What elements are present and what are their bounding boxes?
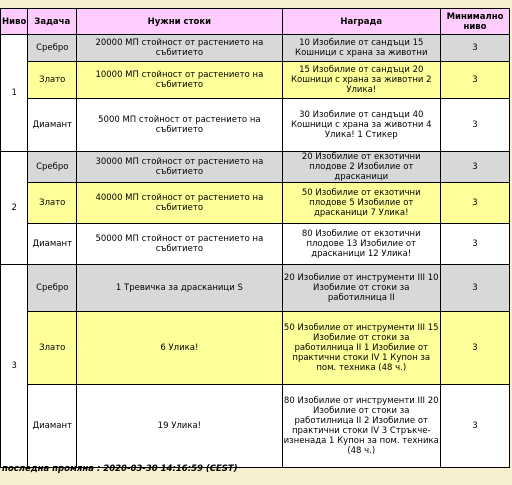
min-level-cell: 3	[441, 265, 509, 311]
min-level-cell: 3	[441, 183, 509, 223]
table-row	[1, 224, 509, 264]
task-cell: Сребро	[28, 265, 76, 311]
min-level-cell: 3	[441, 62, 509, 98]
reward-cell: 50 Изобилие от инструменти III 15 Изобилие от стоки за работилница II 1 Изобилие от практични стоки IV 1 Купон за пом. техника (48 ч.)	[283, 312, 441, 384]
task-cell: Диамант	[28, 224, 76, 264]
needs-cell: 19 Улика!	[77, 385, 281, 467]
needs-cell: 30000 МП стойност от растението на събитието	[77, 152, 281, 182]
min-level-cell: 3	[441, 152, 509, 182]
table-row	[1, 265, 509, 311]
reward-cell: 80 Изобилие от екзотични плодове 13 Изобилие от драсканици 12 Улика!	[283, 224, 441, 264]
header-row	[1, 9, 509, 34]
rewards-table	[0, 8, 510, 468]
level-cell: 3	[1, 265, 27, 467]
table-row	[1, 62, 509, 98]
table-row	[1, 152, 509, 182]
min-level-cell: 3	[441, 385, 509, 467]
needs-cell: 10000 МП стойност от растението на събитието	[77, 62, 281, 98]
min-level-cell: 3	[441, 99, 509, 151]
reward-cell: 10 Изобилие от сандъци 15 Кошници с храна за животни	[283, 35, 441, 61]
table-row	[1, 312, 509, 384]
reward-cell: 20 Изобилие от екзотични плодове 2 Изобилие от драсканици	[283, 152, 441, 182]
reward-cell: 15 Изобилие от сандъци 20 Кошници с храна за животни 2 Улика!	[283, 62, 441, 98]
reward-cell: 80 Изобилие от инструменти III 20 Изобилие от стоки за работилница II 2 Изобилие от практични стоки IV 3 Стръкче-изненада 1 Купон за пом. техника (48 ч.)	[283, 385, 441, 467]
needs-cell: 1 Тревичка за драсканици S	[77, 265, 281, 311]
last-modified-text: последна промяна : 2020-03-30 14:16:59 (CEST)	[2, 464, 238, 474]
table-row	[1, 183, 509, 223]
task-cell: Диамант	[28, 385, 76, 467]
needs-cell: 20000 МП стойност от растението на събитието	[77, 35, 281, 61]
min-level-cell: 3	[441, 35, 509, 61]
needs-cell: 50000 МП стойност от растението на събитието	[77, 224, 281, 264]
task-cell: Злато	[28, 312, 76, 384]
table-row	[1, 385, 509, 467]
header-reward: Награда	[283, 9, 441, 34]
level-cell: 1	[1, 35, 27, 151]
reward-cell: 30 Изобилие от сандъци 40 Кошници с храна за животни 4 Улика! 1 Стикер	[283, 99, 441, 151]
min-level-cell: 3	[441, 224, 509, 264]
header-level: Ниво	[1, 9, 27, 34]
level-cell: 2	[1, 152, 27, 264]
needs-cell: 6 Улика!	[77, 312, 281, 384]
reward-cell: 20 Изобилие от инструменти III 10 Изобилие от стоки за работилница II	[283, 265, 441, 311]
needs-cell: 5000 МП стойност от растението на събитието	[77, 99, 281, 151]
task-cell: Злато	[28, 183, 76, 223]
table-row	[1, 99, 509, 151]
header-needs: Нужни стоки	[77, 9, 281, 34]
task-cell: Диамант	[28, 99, 76, 151]
table-row	[1, 35, 509, 61]
header-min-level: Минимално ниво	[441, 9, 509, 34]
header-task: Задача	[28, 9, 76, 34]
reward-cell: 50 Изобилие от екзотични плодове 5 Изобилие от драсканици 7 Улика!	[283, 183, 441, 223]
task-cell: Сребро	[28, 35, 76, 61]
needs-cell: 40000 МП стойност от растението на събитието	[77, 183, 281, 223]
task-cell: Сребро	[28, 152, 76, 182]
task-cell: Злато	[28, 62, 76, 98]
min-level-cell: 3	[441, 312, 509, 384]
